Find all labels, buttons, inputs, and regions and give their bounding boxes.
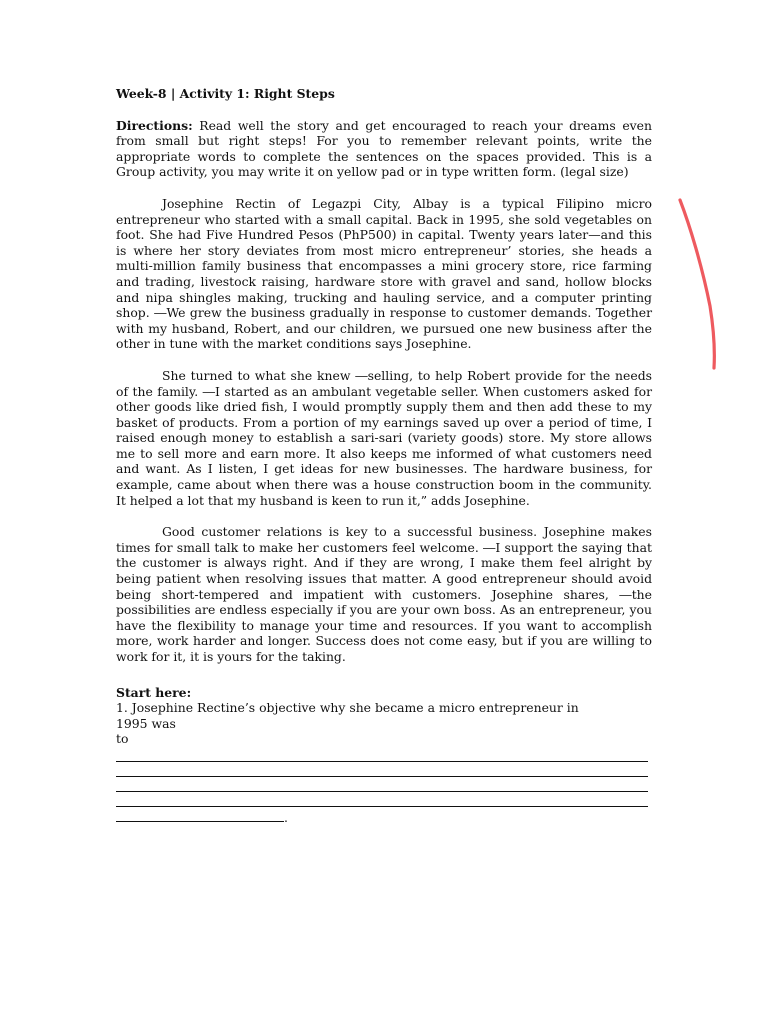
question-1-line-2: 1995 was [116,715,176,731]
story-paragraph-3: Good customer relations is key to a successful business. Josephine makes times for small talk to make her customers feel welcome. ―I support the saying that the customer is always right. And if they are wrong, I make them feel alright by being patient when resolving issues that matter. A good entrepreneur should avoid being short-tempered and impatient with customers. Josephine shares, ―the possibilities are endless especially if you are your own boss. As an entrepreneur, you have the flexibility to manage your time and resources. If you want to accomplish more, work harder and longer. Success does not come easy, but if you are willing to work for it, it is yours for the taking. [116,524,652,664]
answer-blank-line[interactable] [116,747,648,762]
document-page [116,86,652,826]
answer-blank-final [116,807,652,826]
directions-label: Directions: [116,117,193,133]
red-pen-mark [672,196,732,376]
answer-blank-line[interactable] [116,792,648,807]
activity-title: Week-8 | Activity 1: Right Steps [116,86,335,101]
question-1-line-3: to [116,731,129,747]
answer-blank-line[interactable] [116,777,648,792]
story-paragraph-1: Josephine Rectin of Legazpi City, Albay is a typical Filipino micro entrepreneur who started with a small capital. Back in 1995, she sold vegetables on foot. She had Five Hundred Pesos (PhP500) in capital. Twenty years later—and this is where her story deviates from most micro entrepreneur’ stories, she heads a multi-million family business that encompasses a mini grocery store, rice farming and trading, livestock raising, hardware store with gravel and sand, hollow blocks and nipa shingles making, trucking and hauling service, and a computer printing shop. ―We grew the business gradually in response to customer demands. Together with my husband, Robert, and our children, we pursued one new business after the other in tune with the market conditions says Josephine. [116,195,652,352]
directions-block [116,118,652,180]
directions-text: Read well the story and get encouraged to reach your dreams even from small but right steps! For you to remember relevant points, write the appropriate words to complete the sentences on the spaces provided. This is a Group activity, you may write it on yellow pad or in type written form. (legal size) [116,117,652,180]
answer-blank-line-short[interactable] [116,807,284,822]
answer-blank-line[interactable] [116,762,648,777]
story-paragraph-2: She turned to what she knew ―selling, to help Robert provide for the needs of the family. ―I started as an ambulant vegetable seller. When customers asked for other goods like dried fish, I would promptly supply them and then add these to my basket of products. From a portion of my earnings saved up over a period of time, I raised enough money to establish a sari-sari (variety goods) store. My store allows me to sell more and earn more. It also keeps me informed of what customers need and want. As I listen, I get ideas for new businesses. The hardware business, for example, came about when there was a house construction boom in the community. It helped a lot that my husband is keen to run it,” adds Josephine. [116,367,652,508]
start-section [116,685,652,826]
start-label: Start here: [116,684,192,700]
question-1-line-1: 1. Josephine Rectine’s objective why she became a micro entrepreneur in [116,700,579,716]
answer-end-period: . [284,809,288,825]
